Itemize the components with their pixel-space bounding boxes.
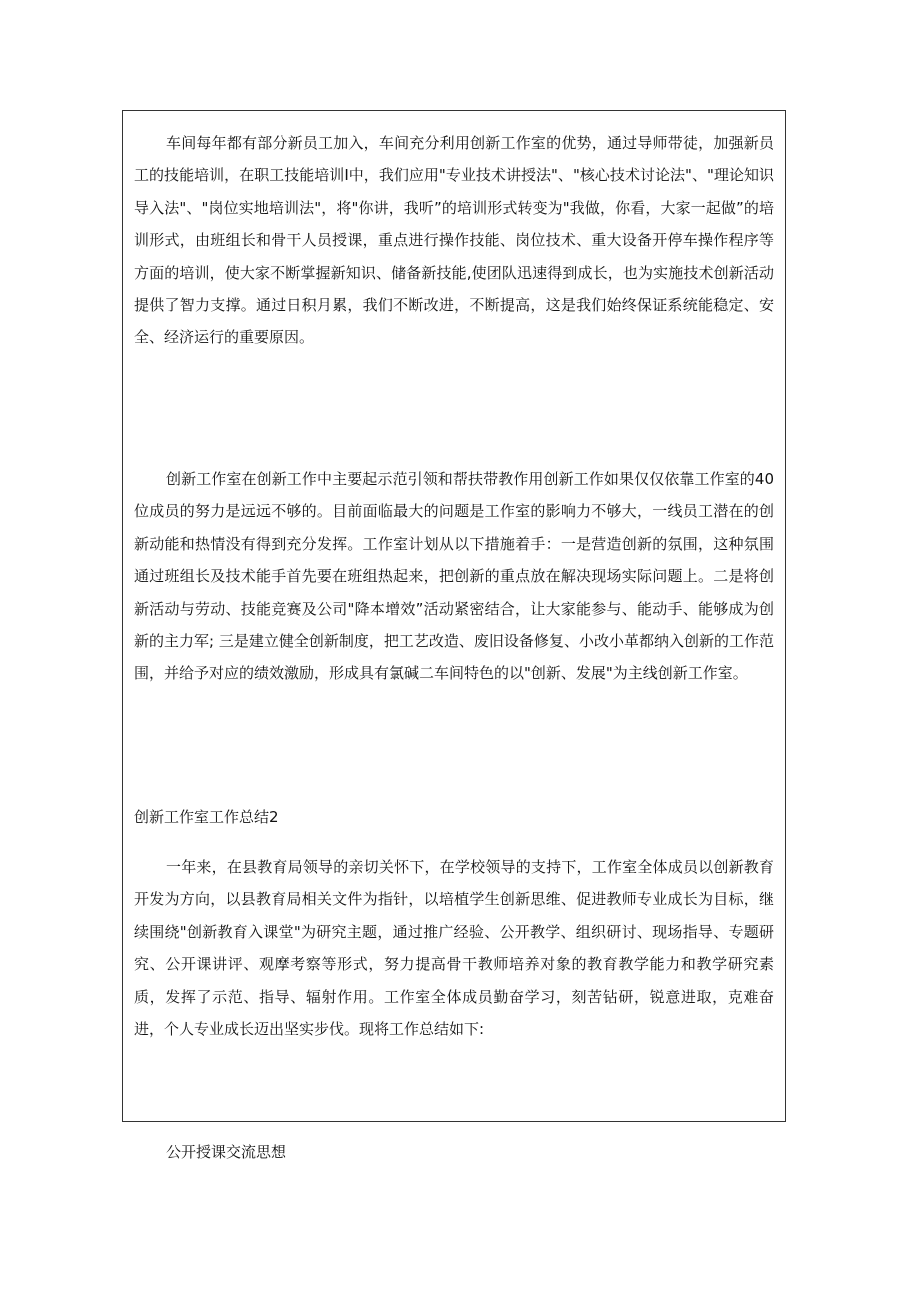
paragraph-apprentice-training: 车间每年都有部分新员工加入，车间充分利用创新工作室的优势，通过导师带徒，加强新员工的技能培训，在职工技能培训I中，我们应用"专业技术讲授法"、"核心技术讨论法"、"理论知识导入法"、"岗位实地培训法"，将"你讲，我听”的培训形式转变为"我做，你看，大家一起做”的培训形式，由班组长和骨干人员授课，重点进行操作技能、岗位技术、重大设备开停车操作程序等方面的培训，使大家不断掌握新知识、储备新技能,使团队迅速得到成长，也为实施技术创新活动提供了智力支撑。通过日积月累，我们不断改进，不断提高，这是我们始终保证系统能稳定、安全、经济运行的重要原因。 <box>134 134 774 347</box>
paragraph-innovation-measures: 创新工作室在创新工作中主要起示范引领和帮扶带教作用创新工作如果仅仅依靠工作室的40位成员的努力是远远不够的。目前面临最大的问题是工作室的影响力不够大，一线员工潜在的创新动能和热情没有得到充分发挥。工作室计划从以下措施着手：一是营造创新的氛围，这种氛围通过班组长及技术能手首先要在班组热起来，把创新的重点放在解决现场实际问题上。二是将创新活动与劳动、技能竞赛及公司"降本增效”活动紧密结合，让大家能参与、能动手、能够成为创新的主力军; 三是建立健全创新制度，把工艺改造、废旧设备修复、小改小革都纳入创新的工作范围，并给予对应的绩效激励，形成具有氯碱二车间特色的以"创新、发展"为主线创新工作室。 <box>134 470 774 683</box>
subheading-public-lectures: 公开授课交流思想 <box>166 1143 287 1161</box>
section-heading-summary-2: 创新工作室工作总结2 <box>134 808 279 826</box>
paragraph-annual-summary: 一年来，在县教育局领导的亲切关怀下，在学校领导的支持下，工作室全体成员以创新教育开发为方向，以县教育局相关文件为指针，以培植学生创新思维、促进教师专业成长为目标，继续围绕"创新教育入课堂"为研究主题，通过推广经验、公开教学、组织研讨、现场指导、专题研究、公开课讲评、观摩考察等形式，努力提高骨干教师培养对象的教育教学能力和教学研究素质，发挥了示范、指导、辐射作用。工作室全体成员勤奋学习，刻苦钻研，锐意进取，克难奋进，个人专业成长迈出坚实步伐。现将工作总结如下: <box>134 858 774 1039</box>
